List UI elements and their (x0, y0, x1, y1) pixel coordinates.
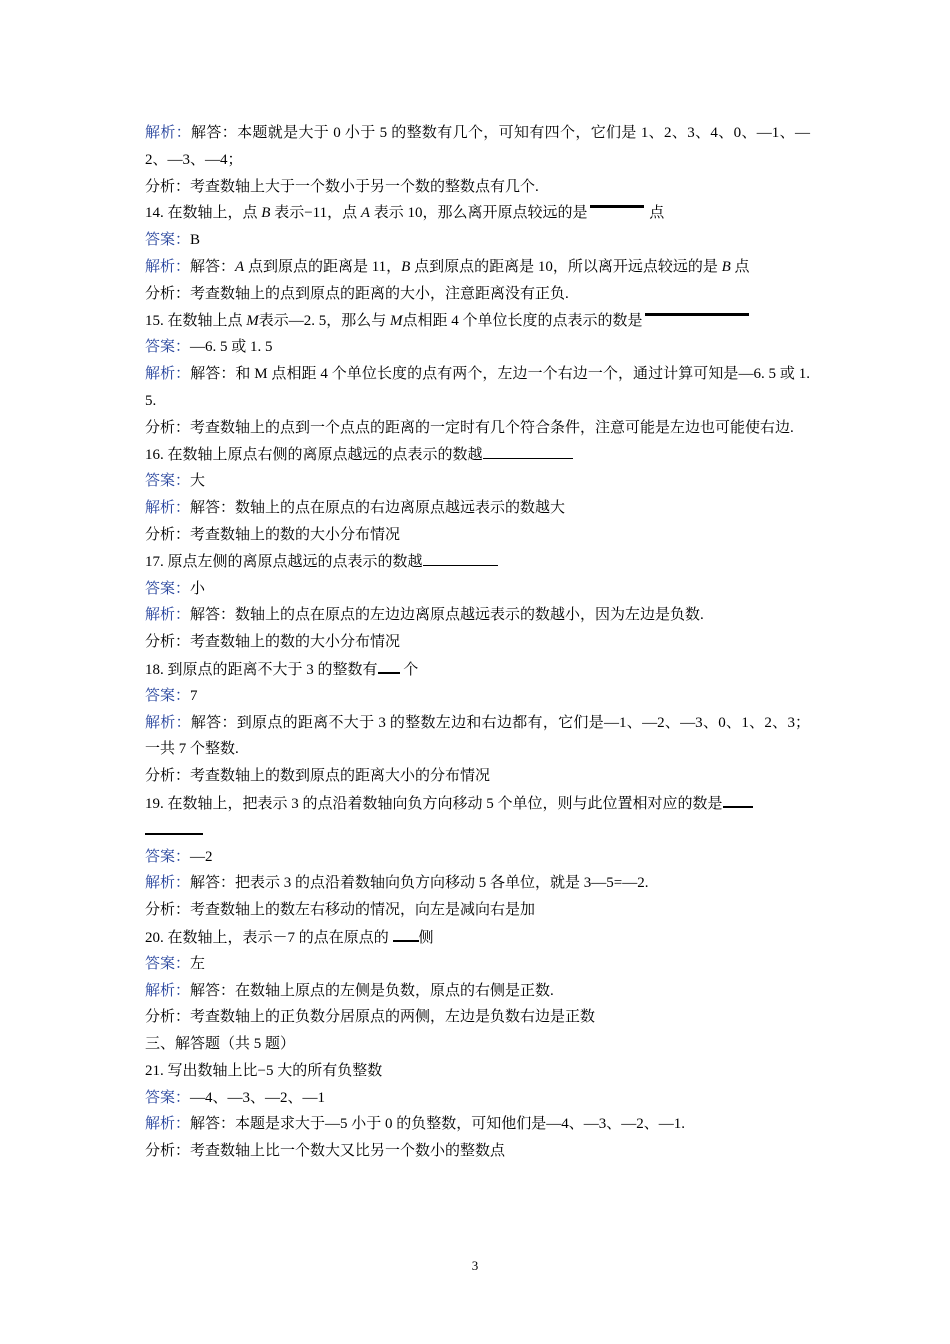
answer-label: 答案： (145, 1089, 191, 1106)
explanation-label: 解析： (145, 366, 191, 383)
answer-text: —6. 5 或 1. 5 (190, 339, 273, 356)
q14exp-g: 点 (730, 258, 750, 275)
q17-question (145, 549, 810, 576)
q18-analysis: 分析：考查数轴上的数到原点的距离大小的分布情况 (145, 768, 491, 785)
q14-text-c: 表示−11，点 (270, 205, 361, 222)
q14-explanation (145, 254, 810, 281)
q20-answer (145, 951, 810, 978)
explanation-text: 解答：数轴上的点在原点的右边离原点越远表示的数越大 (190, 500, 566, 517)
q19-question-cont (145, 817, 810, 844)
q15-answer-blank (645, 313, 749, 316)
q19-answer (145, 844, 810, 871)
q15-text-a: 15. 在数轴上点 (145, 312, 247, 329)
q18-text-b: 个 (399, 661, 419, 678)
answer-label: 答案： (145, 955, 191, 972)
q16-analysis: 分析：考查数轴上的数的大小分布情况 (145, 526, 401, 543)
explanation-label: 解析： (145, 500, 191, 517)
q14-text-f: 点 (645, 205, 665, 222)
explanation-label: 解析： (145, 1116, 191, 1133)
q20-question (145, 924, 810, 951)
q15-text-e: 点相距 4 个单位长度的点表示的数是 (402, 312, 643, 329)
q20-answer-blank (393, 924, 419, 942)
q14-point-b: B (261, 205, 271, 222)
q15-point-m2: M (390, 312, 403, 329)
q21-explanation (145, 1111, 810, 1138)
answer-text: —4、—3、—2、—1 (190, 1089, 326, 1106)
explanation-text: 解答：本题是求大于—5 小于 0 的负整数，可知他们是—4、—3、—2、—1. (190, 1116, 686, 1133)
q17-answer (145, 576, 810, 603)
q18-answer (145, 683, 810, 710)
q20-explanation (145, 978, 810, 1005)
q17-text: 17. 原点左侧的离原点越远的点表示的数越 (145, 553, 423, 570)
q17-explanation (145, 602, 810, 629)
q14exp-a: 解答： (190, 258, 236, 275)
q19-question (145, 790, 810, 817)
explanation-text: 解答：本题就是大于 0 小于 5 的整数有几个，可知有四个，它们是 1、2、3、4、0、—1、—2、—3、—4； (145, 125, 810, 168)
q13-explanation (145, 120, 810, 174)
q19-analysis: 分析：考查数轴上的数左右移动的情况，向左是减向右是加 (145, 902, 536, 919)
q19-answer-blank-b (145, 817, 203, 835)
explanation-label: 解析： (145, 258, 191, 275)
q14exp-e: 点到原点的距离是 10，所以离开远点较远的是 (410, 258, 722, 275)
q19-text: 19. 在数轴上，把表示 3 的点沿着数轴向负方向移动 5 个单位，则与此位置相对应的数是 (145, 795, 723, 812)
q18-explanation (145, 710, 810, 764)
document-body (145, 120, 810, 1165)
q17-analysis: 分析：考查数轴上的数的大小分布情况 (145, 634, 401, 651)
q15-explanation (145, 361, 810, 415)
answer-text: —2 (190, 848, 213, 865)
q13-analysis: 分析：考查数轴上大于一个数小于另一个数的整数点有几个. (145, 178, 539, 195)
explanation-text: 解答：和 M 点相距 4 个单位长度的点有两个，左边一个右边一个，通过计算可知是—6. 5 或 1. 5. (145, 366, 810, 409)
q18-text-a: 18. 到原点的距离不大于 3 的整数有 (145, 661, 378, 678)
answer-label: 答案： (145, 232, 191, 249)
q18-answer-blank (378, 656, 400, 674)
q19-explanation (145, 870, 810, 897)
q19-answer-blank-a (723, 790, 753, 808)
q16-explanation (145, 495, 810, 522)
q17-answer-blank (423, 549, 498, 566)
answer-text: 小 (190, 580, 206, 597)
explanation-label: 解析： (145, 714, 191, 731)
q20-analysis: 分析：考查数轴上的正负数分居原点的两侧，左边是负数右边是正数 (145, 1009, 596, 1026)
q15-answer (145, 334, 810, 361)
q14-answer (145, 227, 810, 254)
section-heading: 三、解答题（共 5 题） (145, 1036, 296, 1053)
q18-question (145, 656, 810, 683)
q15-analysis: 分析：考查数轴上的点到一个点点的距离的一定时有几个符合条件，注意可能是左边也可能使右边. (145, 419, 794, 436)
q14-text-e: 表示 10，那么离开原点较远的是 (370, 205, 588, 222)
explanation-text: 解答：把表示 3 的点沿着数轴向负方向移动 5 各单位，就是 3—5=—2. (190, 875, 649, 892)
q16-question (145, 442, 810, 469)
q14-analysis: 分析：考查数轴上的点到原点的距离的大小，注意距离没有正负. (145, 285, 569, 302)
answer-label: 答案： (145, 473, 191, 490)
q15-text-c: 表示—2. 5，那么与 (258, 312, 391, 329)
q14exp-point-b: B (401, 258, 411, 275)
q20-text-b: 侧 (418, 929, 434, 946)
q21-answer (145, 1085, 810, 1112)
q14exp-c: 点到原点的距离是 11， (244, 258, 402, 275)
q14-question (145, 200, 810, 227)
explanation-text: 解答：数轴上的点在原点的左边边离原点越远表示的数越小，因为左边是负数. (190, 607, 704, 624)
answer-text: B (190, 232, 201, 249)
explanation-text: 解答：到原点的距离不大于 3 的整数左边和右边都有，它们是—1、—2、—3、0、1、2、3；一共 7 个整数. (145, 714, 810, 758)
q15-point-m: M (246, 312, 259, 329)
explanation-label: 解析： (145, 607, 191, 624)
explanation-label: 解析： (145, 982, 191, 999)
q16-answer-blank (483, 442, 573, 459)
answer-label: 答案： (145, 687, 191, 704)
q16-answer (145, 468, 810, 495)
answer-label: 答案： (145, 848, 191, 865)
answer-label: 答案： (145, 339, 191, 356)
page-number: 3 (471, 1258, 479, 1273)
q14exp-point-a: A (235, 258, 245, 275)
answer-text: 左 (190, 955, 206, 972)
answer-text: 大 (190, 473, 206, 490)
explanation-text: 解答：在数轴上原点的左侧是负数，原点的右侧是正数. (190, 982, 554, 999)
q14-point-a: A (360, 205, 371, 222)
explanation-label: 解析： (145, 875, 191, 892)
q21-question: 21. 写出数轴上比−5 大的所有负整数 (145, 1062, 383, 1079)
answer-text: 7 (190, 687, 198, 704)
q21-analysis: 分析：考查数轴上比一个数大又比另一个数小的整数点 (145, 1143, 506, 1160)
q15-question (145, 308, 810, 335)
answer-label: 答案： (145, 580, 191, 597)
q14-text-a: 14. 在数轴上，点 (145, 205, 262, 222)
q16-text: 16. 在数轴上原点右侧的离原点越远的点表示的数越 (145, 446, 483, 463)
q14-answer-blank (590, 205, 644, 208)
explanation-label: 解析： (145, 125, 192, 141)
q20-text-a: 20. 在数轴上，表示－7 的点在原点的 (145, 929, 393, 946)
q14exp-point-b2: B (721, 258, 731, 275)
